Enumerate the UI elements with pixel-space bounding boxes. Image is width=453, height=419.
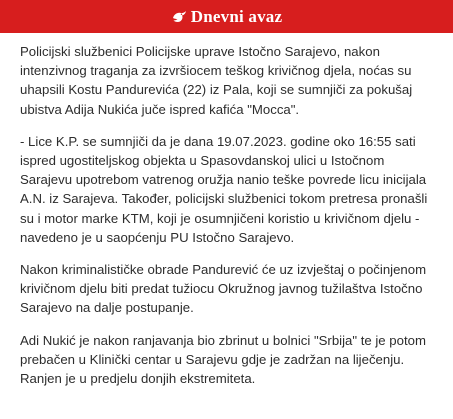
article-paragraph: Nakon kriminalističke obrade Pandurević će uz izvještaj o počinjenom krivičnom djelu biti predat tužiocu Okružnog javnog tužilaštva Istočno Sarajevo na dalje postupanje.	[20, 262, 427, 316]
site-header	[0, 0, 453, 33]
article-paragraph: Adi Nukić je nakon ranjavanja bio zbrinut u bolnici "Srbija" te je potom prebačen u Klinički centar u Sarajevu gdje je zadržan na liječenju. Ranjen je u predjelu donjih ekstremiteta.	[20, 332, 426, 387]
brand-logo[interactable]	[171, 7, 282, 27]
avaz-bird-icon	[171, 9, 187, 25]
article-paragraph: - Lice K.P. se sumnjiči da je dana 19.07.2023. godine oko 16:55 sati ispred ugostiteljskog objekta u Spasovdanskoj ulici u Istočnom Sarajevu upotrebom vatrenog oružja nanio teške povrede licu inicijala A.N. iz Sarajeva. Također, policijski službenici tokom pretresa pronašli su i motor marke KTM, koji je osumnjičeni koristio u krivičnom djelu - navedeno je u saopćenju PU Istočno Sarajevo.	[20, 133, 428, 245]
brand-name: Dnevni avaz	[190, 6, 283, 26]
article-body	[0, 33, 453, 388]
article-paragraph: Policijski službenici Policijske uprave Istočno Sarajevo, nakon intenzivnog traganja za izvršiocem teškog krivičnog djela, noćas su uhapsili Kostu Pandurevića (22) iz Pala, koji se sumnjiči za pokušaj ubistva Adija Nukića juče ispred kafića "Mocca".	[20, 44, 413, 117]
